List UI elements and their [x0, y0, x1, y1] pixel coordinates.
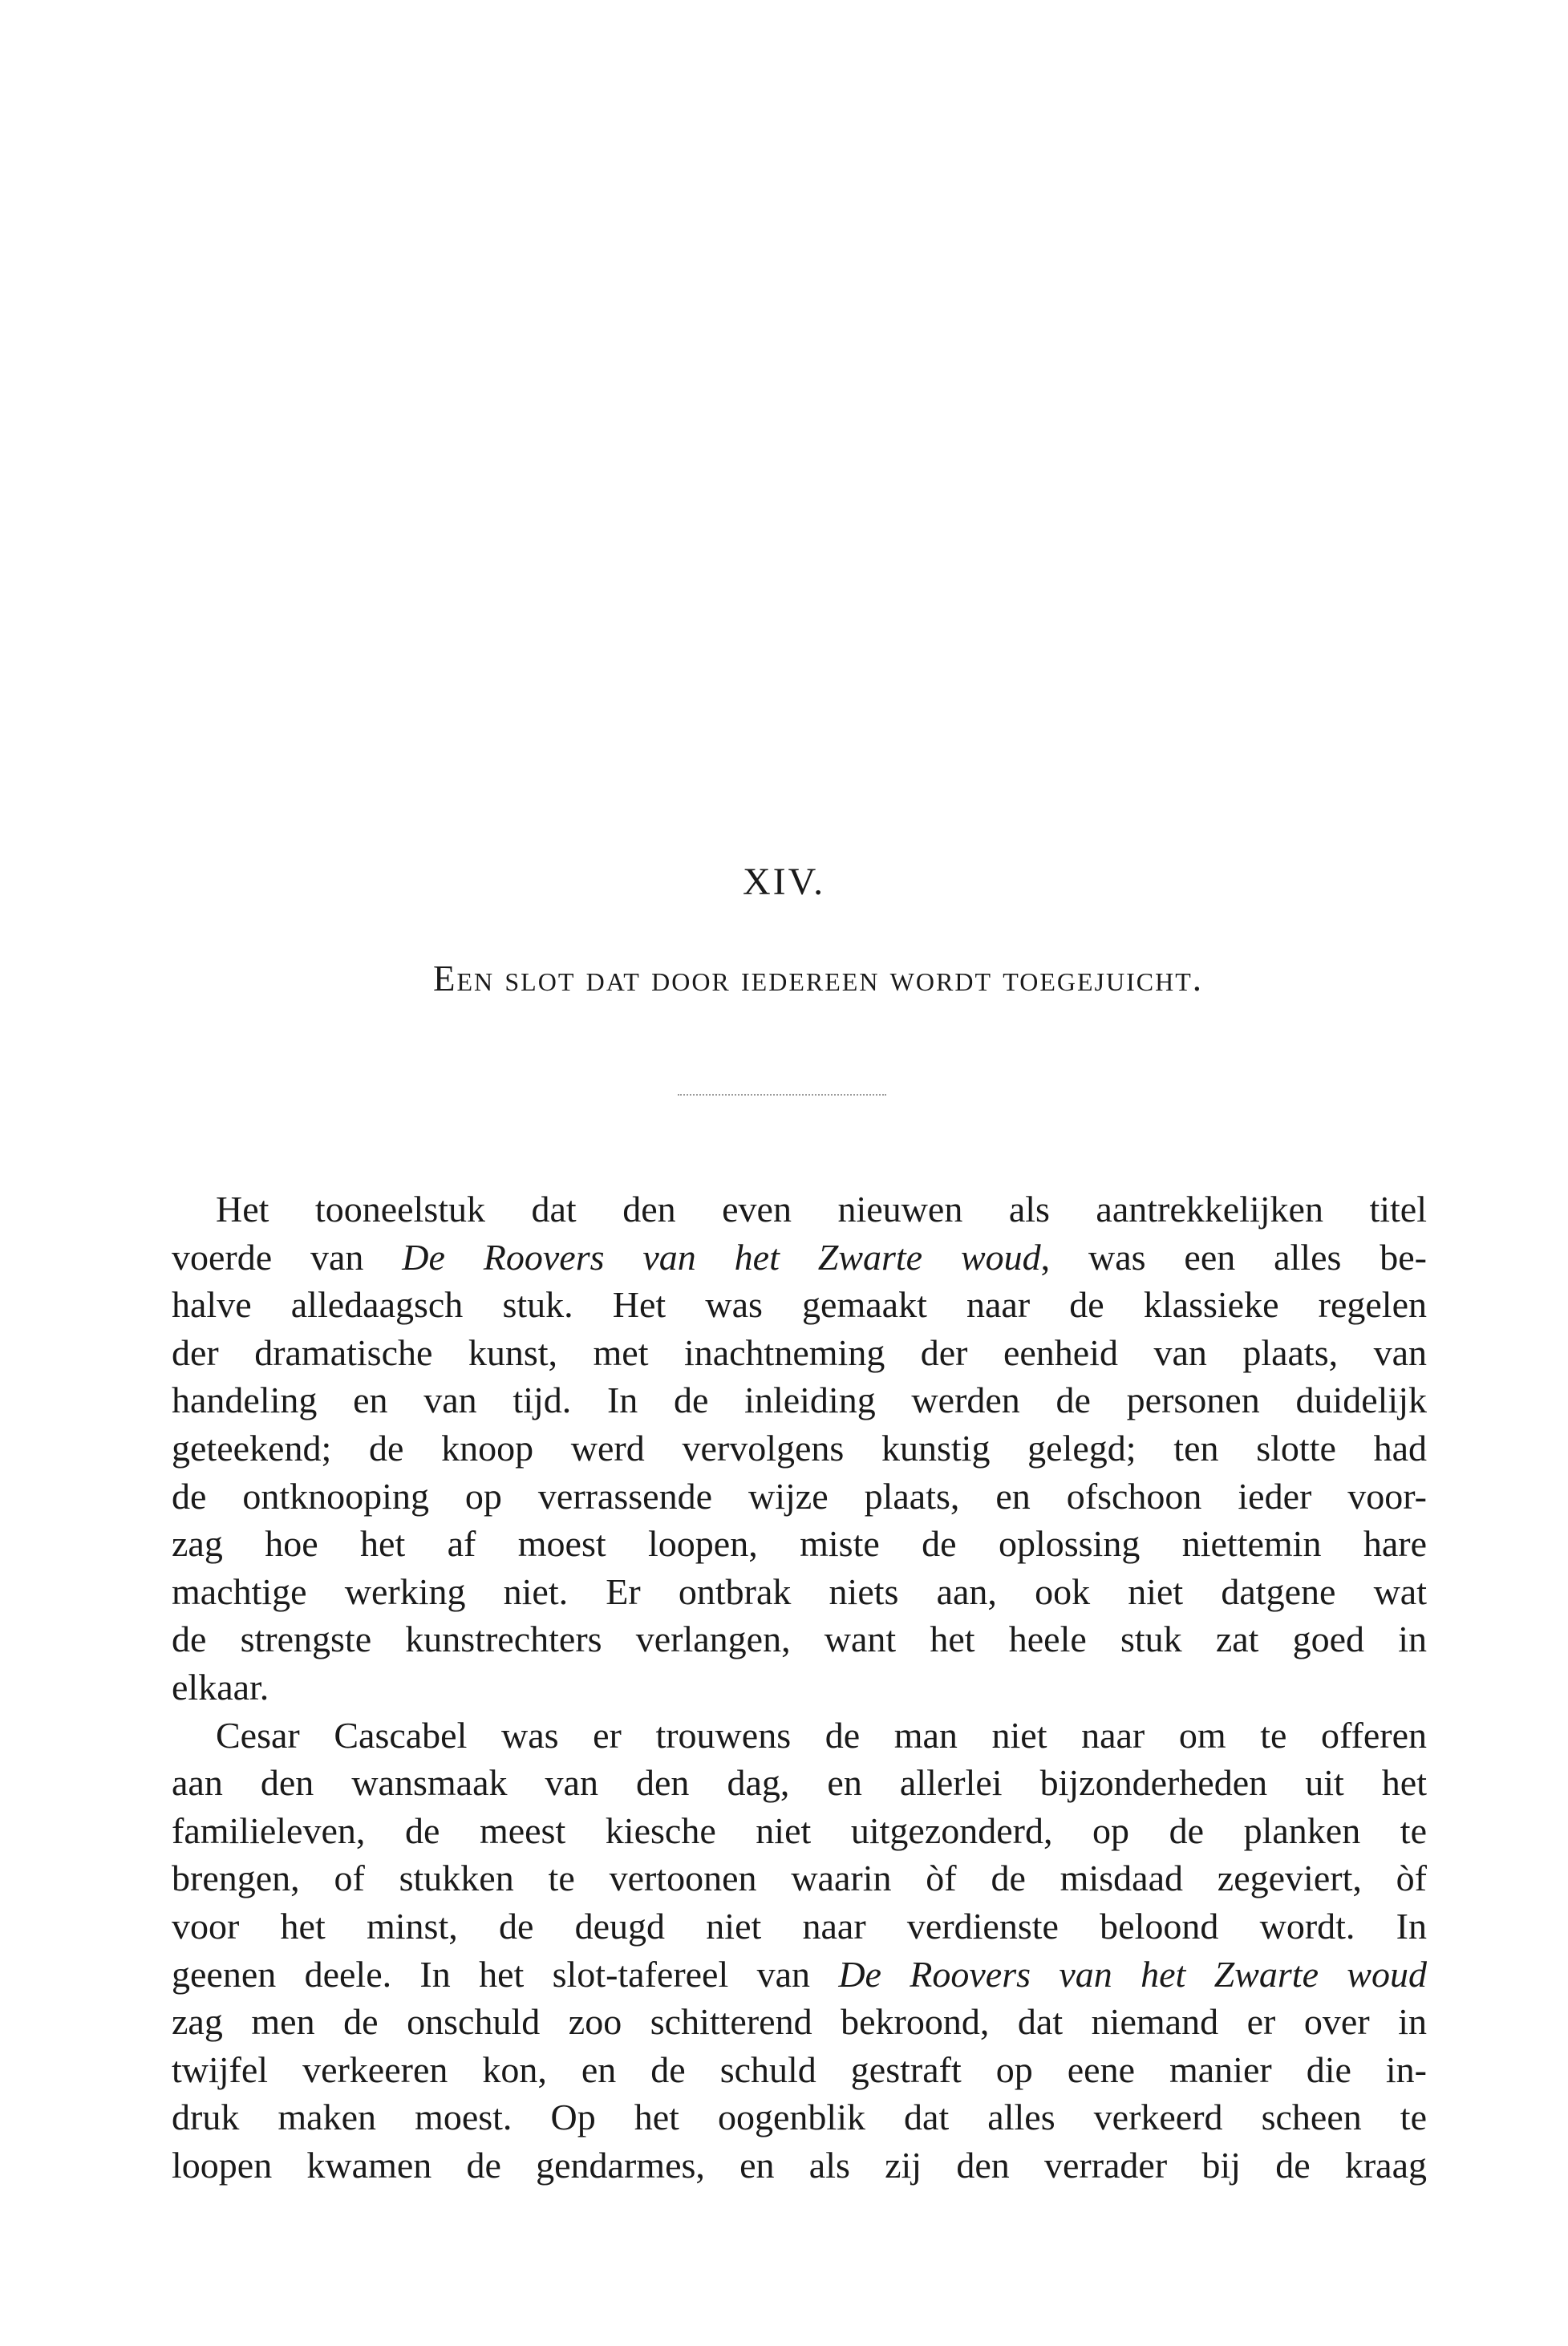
text-line: de strengste kunstrechters verlangen, want het heele stuk zat goed in: [172, 1619, 1427, 1660]
text-line: zag men de onschuld zoo schitterend bekroond, dat niemand er over in: [172, 2001, 1427, 2043]
text-line: Het tooneelstuk dat den even nieuwen als aantrekkelijken titel: [216, 1189, 1427, 1230]
chapter-body: [172, 1185, 1427, 2189]
chapter-number: XIV.: [742, 861, 826, 903]
text-line: elkaar.: [172, 1666, 269, 1708]
text-line: brengen, of stukken te vertoonen waarin òf de misdaad zegeviert, òf: [172, 1858, 1427, 1899]
text-line: voerde van De Roovers van het Zwarte woud, was een alles be-: [172, 1236, 1427, 1278]
text-line: twijfel verkeeren kon, en de schuld gestraft op eene manier die in-: [172, 2048, 1427, 2090]
text-line: aan den wansmaak van den dag, en allerlei bijzonderheden uit het: [172, 1762, 1427, 1804]
text-line: machtige werking niet. Er ontbrak niets aan, ook niet datgene wat: [172, 1570, 1427, 1612]
text-line: handeling en van tijd. In de inleiding werden de personen duidelijk: [172, 1380, 1427, 1421]
text-line: druk maken moest. Op het oogenblik dat alles verkeerd scheen te: [172, 2097, 1427, 2138]
text-line: geenen deele. In het slot-tafereel van De Roovers van het Zwarte woud: [172, 1953, 1427, 1995]
chapter-title: Een slot dat door iedereen wordt toegejuicht.: [432, 958, 1203, 999]
text-line: de ontknooping op verrassende wijze plaats, en ofschoon ieder voor-: [172, 1475, 1427, 1517]
text-line: der dramatische kunst, met inachtneming der eenheid van plaats, van: [172, 1331, 1427, 1373]
ornamental-divider: [678, 1094, 886, 1096]
text-line: loopen kwamen de gendarmes, en als zij den verrader bij de kraag: [172, 2144, 1427, 2186]
text-line: Cesar Cascabel was er trouwens de man niet naar om te offeren: [216, 1714, 1427, 1756]
text-line: familieleven, de meest kiesche niet uitgezonderd, op de planken te: [172, 1809, 1427, 1851]
play-title: De Roovers van het Zwarte woud: [838, 1953, 1427, 1995]
text-line: geteekend; de knoop werd vervolgens kunstig gelegd; ten slotte had: [172, 1427, 1427, 1469]
text-line: voor het minst, de deugd niet naar verdienste beloond wordt. In: [172, 1905, 1427, 1947]
text-line: halve alledaagsch stuk. Het was gemaakt naar de klassieke regelen: [172, 1284, 1427, 1326]
play-title: De Roovers van het Zwarte woud: [402, 1236, 1041, 1278]
text-line: zag hoe het af moest loopen, miste de oplossing niettemin hare: [172, 1523, 1427, 1565]
